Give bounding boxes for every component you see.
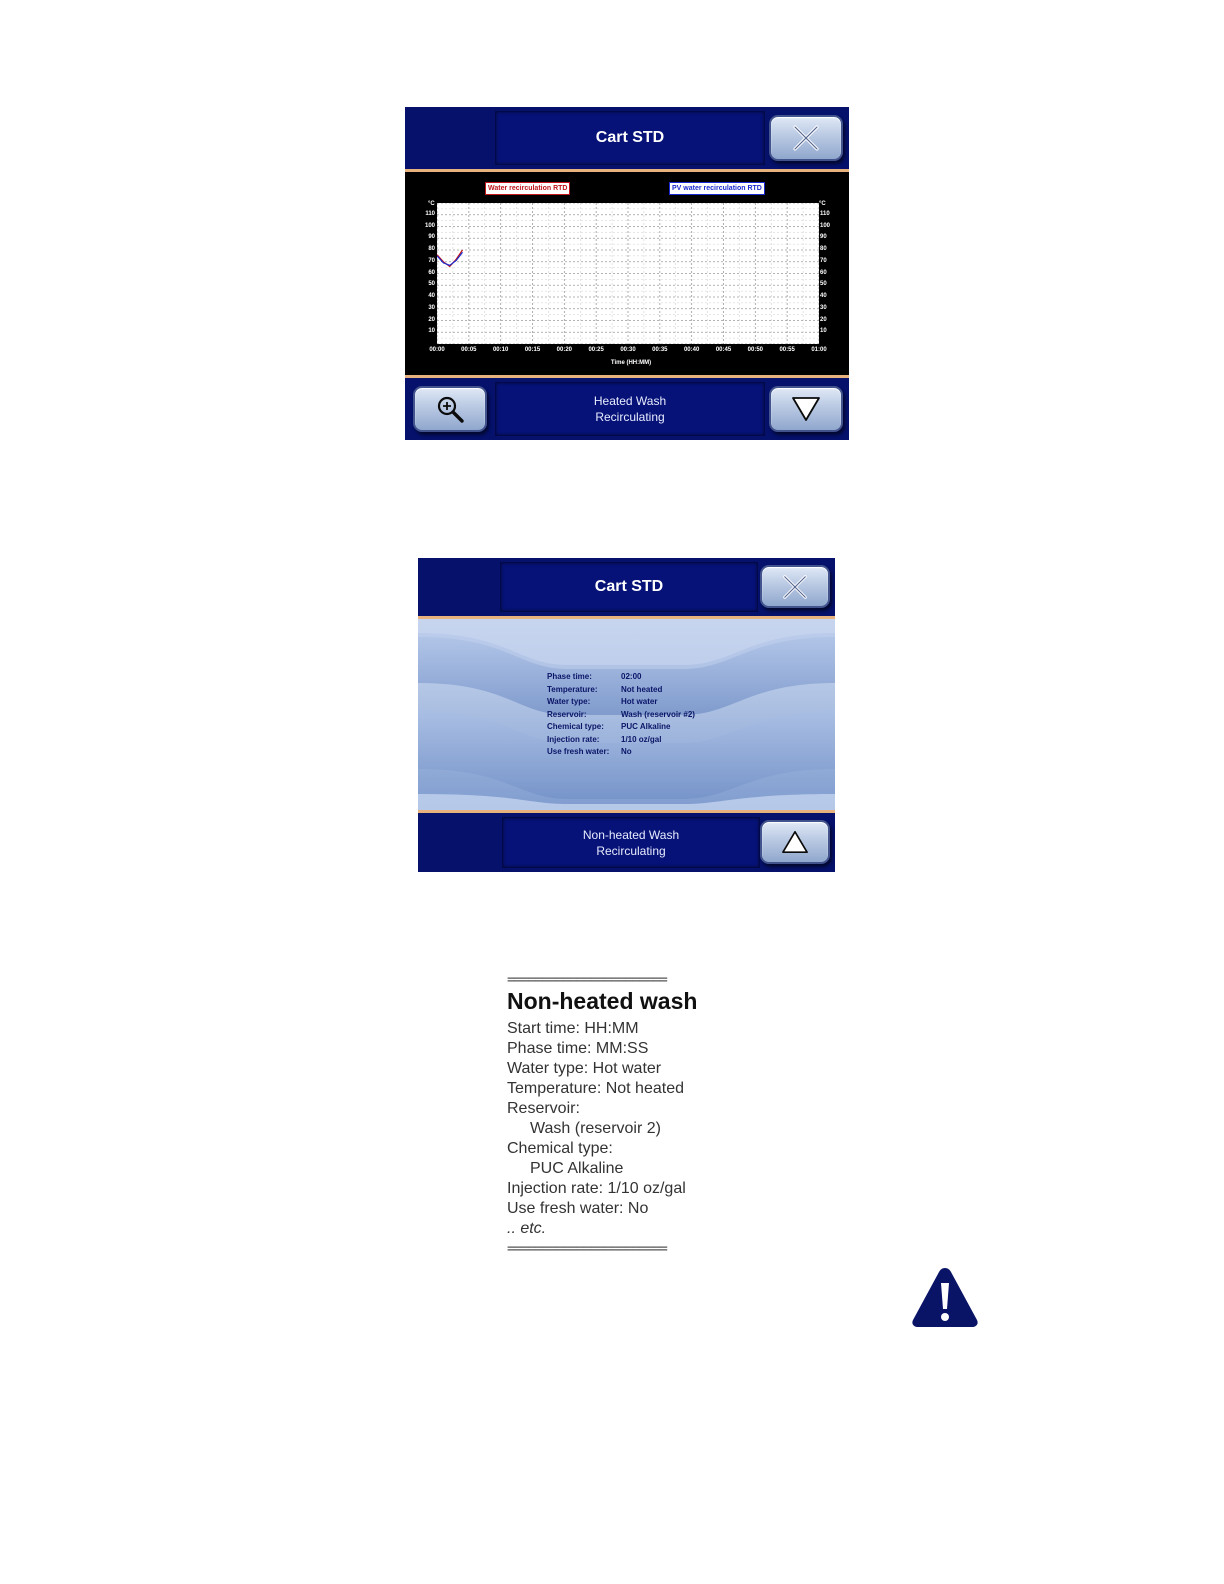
detail-label: Water type:: [547, 697, 591, 706]
title-field: [495, 111, 765, 165]
y-tick-label-left: 100: [424, 222, 435, 229]
y-tick-label-left: 10: [428, 328, 435, 335]
screen-title: Cart STD: [594, 578, 664, 595]
detail-label: Phase time:: [547, 672, 592, 681]
triangle-down-icon: [790, 395, 822, 423]
detail-value: Wash (reservoir #2): [621, 709, 695, 719]
status-line-1: Heated Wash: [593, 394, 667, 408]
x-tick-label: 00:50: [747, 347, 763, 353]
report-line: Wash (reservoir 2): [530, 1120, 661, 1137]
report-heading: Non-heated wash: [507, 988, 698, 1014]
bottom-bar: [405, 378, 849, 440]
cycle-graph-screen: [405, 107, 849, 440]
legend-series-2: PV water recirculation RTD: [669, 182, 765, 195]
detail-label: Injection rate:: [547, 734, 600, 744]
temperature-chart: [437, 203, 819, 344]
y-tick-label-left: 60: [428, 269, 435, 276]
report-rule-top: =======================: [507, 972, 667, 988]
top-bar: [418, 558, 835, 616]
report-line: Start time: HH:MM: [507, 1020, 639, 1037]
y-tick-label-left: 40: [428, 293, 435, 299]
y-tick-label-right: 40: [820, 293, 827, 299]
triangle-up-icon: [780, 829, 810, 855]
status-field: [502, 817, 760, 868]
x-tick-label: 00:20: [556, 347, 572, 353]
zoom-button[interactable]: [413, 386, 487, 432]
x-tick-label: 00:15: [524, 347, 541, 353]
report-line: Temperature: Not heated: [507, 1080, 684, 1097]
legend-series-1: Water recirculation RTD: [485, 182, 570, 195]
detail-label: Reservoir:: [547, 709, 587, 719]
y-tick-label-left: 20: [428, 316, 435, 323]
x-tick-label: 00:30: [620, 347, 636, 353]
x-tick-label: 00:05: [461, 347, 477, 353]
screen-title: Cart STD: [595, 129, 665, 146]
report-line: Injection rate: 1/10 oz/gal: [507, 1180, 686, 1197]
top-bar: [405, 107, 849, 169]
status-field: [495, 382, 765, 436]
y-tick-label-left: 110: [425, 210, 435, 217]
detail-value: Not heated: [621, 684, 663, 694]
report-line: Chemical type:: [507, 1140, 613, 1157]
close-button[interactable]: [760, 565, 830, 608]
y-tick-label-right: 80: [820, 246, 827, 252]
report-line: Water type: Hot water: [507, 1060, 662, 1077]
x-tick-label: 00:25: [588, 347, 604, 353]
phase-details-screen: [418, 558, 835, 872]
x-tick-label: 00:35: [652, 347, 668, 353]
x-tick-label: 00:40: [683, 347, 700, 353]
detail-label: Use fresh water:: [547, 747, 610, 756]
status-line-2: Recirculating: [595, 410, 665, 424]
report-line: PUC Alkaline: [530, 1160, 624, 1177]
top-separator: [405, 169, 849, 172]
warning-exclamation-icon: [910, 1264, 980, 1328]
y-tick-label-left: 70: [428, 257, 435, 264]
detail-label: Temperature:: [547, 684, 598, 694]
y-tick-label-right: 110: [820, 210, 830, 217]
x-tick-label: 01:00: [811, 347, 827, 353]
close-button[interactable]: [769, 115, 843, 161]
x-tick-label: 00:00: [429, 347, 445, 353]
y-tick-label-right: 50: [820, 281, 827, 288]
y-tick-label-right: 30: [820, 304, 827, 311]
x-tick-label: 00:45: [715, 347, 732, 353]
next-step-button[interactable]: [769, 386, 843, 432]
y-tick-label-left: 30: [428, 304, 435, 311]
detail-value: No: [621, 747, 632, 756]
status-line-2: Recirculating: [596, 843, 666, 858]
bottom-bar: [418, 813, 835, 872]
report-line: Use fresh water: No: [507, 1200, 649, 1217]
previous-step-button[interactable]: [760, 820, 830, 864]
y-unit-right: °C: [819, 201, 826, 207]
y-tick-label-right: 100: [820, 222, 831, 229]
y-tick-label-right: 90: [820, 234, 827, 241]
y-tick-label-right: 20: [820, 316, 827, 323]
status-line-1: Non-heated Wash: [582, 827, 680, 842]
y-tick-label-right: 60: [820, 269, 827, 276]
y-tick-label-right: 70: [820, 257, 827, 264]
close-x-icon: [781, 573, 809, 601]
detail-value: 02:00: [621, 672, 642, 681]
zoom-in-icon: [435, 394, 465, 424]
detail-value: 1/10 oz/gal: [621, 734, 662, 744]
detail-value: PUC Alkaline: [621, 722, 671, 731]
report-line: Reservoir:: [507, 1100, 580, 1117]
x-tick-label: 00:10: [492, 347, 509, 353]
y-unit-left: °C: [428, 201, 435, 207]
close-x-icon: [791, 123, 821, 153]
report-line: Phase time: MM:SS: [507, 1040, 649, 1057]
y-tick-label-left: 90: [428, 234, 435, 241]
report-rule-bottom: =======================: [507, 1241, 667, 1257]
detail-label: Chemical type:: [547, 722, 604, 731]
y-tick-label-left: 80: [428, 246, 435, 252]
detail-value: Hot water: [621, 697, 658, 706]
y-tick-label-left: 50: [428, 281, 435, 288]
x-axis-label: Time (HH:MM): [610, 360, 652, 366]
y-tick-label-right: 10: [820, 328, 827, 335]
report-etc: .. etc.: [507, 1220, 547, 1237]
details-panel: [418, 619, 835, 810]
title-field: [500, 562, 758, 612]
x-tick-label: 00:55: [779, 347, 795, 353]
